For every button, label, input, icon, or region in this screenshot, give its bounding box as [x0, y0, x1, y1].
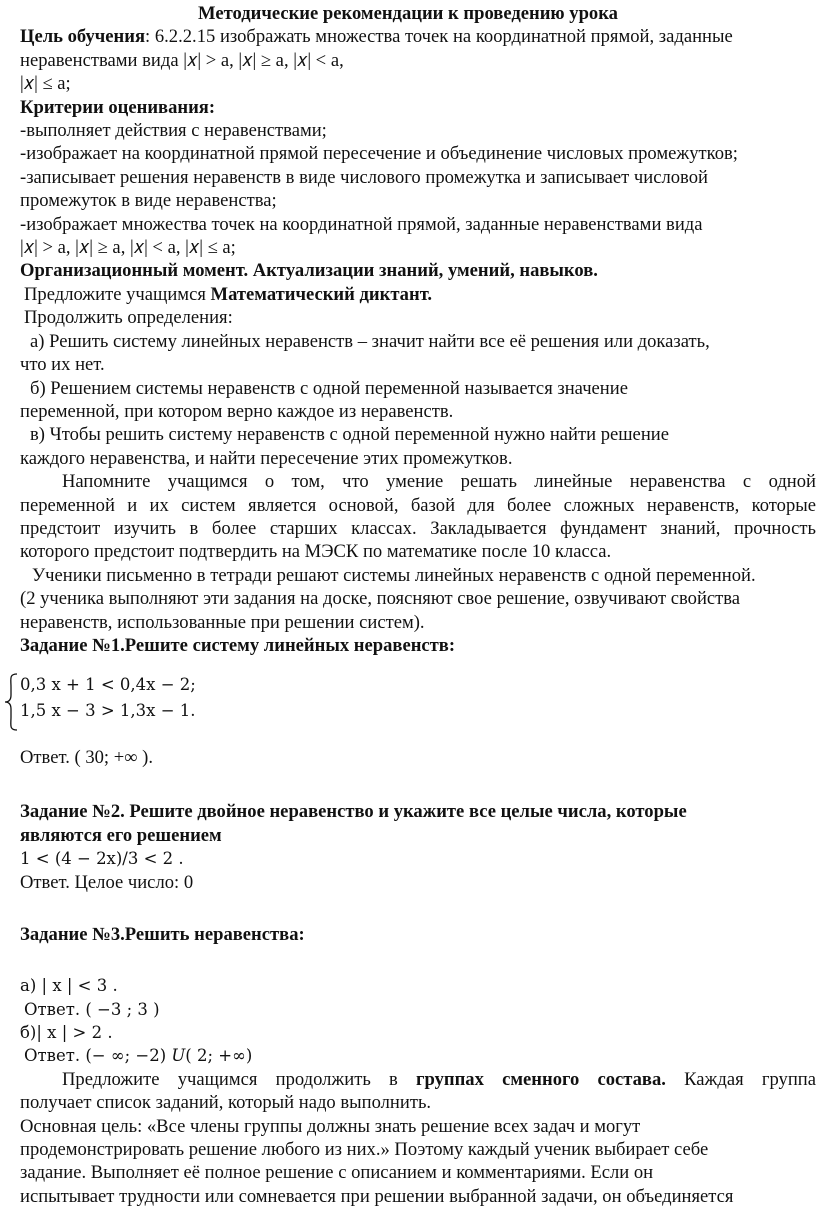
definition-line: в) Чтобы решить систему неравенств с одной переменной нужно найти решение [30, 424, 669, 446]
main-goal-line: испытывает трудности или сомневается при решении выбранной задачи, он объединяется [20, 1185, 734, 1207]
students-line: неравенств, использованные при решении систем). [20, 611, 425, 633]
system-inequality-2: 1,5 x − 3 > 1,3x − 1. [20, 700, 196, 720]
goal-text: : 6.2.2.15 изображать множества точек на координатной прямой, заданные [145, 26, 733, 48]
criteria-heading: Критерии оценивания: [20, 96, 216, 118]
main-goal-line: задание. Выполняет её полное решение с описанием и комментариями. Если он [20, 1162, 654, 1184]
remind-line: которого предстоит подтвердить на МЭСК по математике после 10 класса. [20, 541, 612, 563]
dictation-prefix: Предложите учащимся [24, 283, 211, 305]
criteria-item: |𝑥| > a, |𝑥| ≥ a, |𝑥| < a, |𝑥| ≤ a; [20, 237, 236, 259]
goal-line-2: неравенствами вида |𝑥| > a, |𝑥| ≥ a, |𝑥| < a, [20, 49, 344, 71]
task1-heading: Задание №1.Решите систему линейных неравенств: [20, 634, 456, 656]
brace-icon [4, 673, 18, 731]
groups-bold: группах сменного состава. [416, 1068, 666, 1090]
remind-line: переменной и их систем является основой, базой для более сложных неравенств, которые [20, 494, 816, 516]
criteria-item: промежуток в виде неравенства; [20, 190, 277, 212]
criteria-item: -изображает на координатной прямой пересечение и объединение числовых промежутков; [20, 143, 738, 165]
goal-line [20, 25, 816, 48]
inequality-system [20, 673, 816, 722]
task3-b: б)| x | > 2 . [20, 1023, 113, 1042]
goal-line-3: |𝑥| ≤ a; [20, 73, 71, 95]
task2-heading: Задание №2. Решите двойное неравенство и укажите все целые числа, которые [20, 801, 687, 823]
definition-line: а) Решить систему линейных неравенств – значит найти все её решения или доказать, [30, 330, 710, 352]
task3-a-answer: Ответ. ( −3 ; 3 ) [24, 999, 160, 1019]
task3-heading: Задание №3.Решить неравенства: [20, 924, 305, 946]
main-goal-line: продемонстрировать решение любого из них.» Поэтому каждый ученик выбирает себе [20, 1139, 709, 1161]
task1-answer: Ответ. ( 30; +∞ ). [20, 746, 153, 768]
dictation-line [20, 283, 816, 306]
dictation-bold: Математический диктант. [210, 283, 433, 305]
definition-line: б) Решением системы неравенств с одной переменной называется значение [30, 377, 628, 399]
groups-prefix: Предложите учащимся продолжить в [62, 1068, 417, 1090]
system-inequality-1: 0,3 x + 1 < 0,4x − 2; [20, 675, 196, 695]
goal-label: Цель обучения [20, 26, 146, 48]
task2-inequality: 1 < (4 − 2x)/3 < 2 . [20, 849, 184, 869]
criteria-item: -записывает решения неравенств в виде числового промежутка и записывает числовой [20, 166, 708, 188]
page-title: Методические рекомендации к проведению урока [198, 3, 618, 24]
task3-b-answer: Ответ. (− ∞; −2) 𝑈( 2; +∞) [24, 1046, 253, 1066]
task3-a: а) | x | < 3 . [20, 976, 118, 996]
main-goal-line: Основная цель: «Все члены группы должны знать решение всех задач и могут [20, 1115, 641, 1137]
students-line: Ученики письменно в тетради решают системы линейных неравенств с одной переменной. [32, 564, 756, 586]
task2-answer: Ответ. Целое число: 0 [20, 871, 194, 893]
task2-heading-2: являются его решением [20, 824, 222, 846]
groups-line [20, 1068, 816, 1091]
definition-line: каждого неравенства, и найти пересечение этих промежутков. [20, 447, 513, 469]
students-line: (2 ученика выполняют эти задания на доске, поясняют свое решение, озвучивают свойства [20, 588, 741, 610]
criteria-item: -выполняет действия с неравенствами; [20, 120, 327, 142]
remind-line: предстоит изучить в более старших классах. Закладывается фундамент знаний, прочность [20, 517, 816, 539]
org-heading: Организационный момент. Актуализации знаний, умений, навыков. [20, 260, 598, 282]
groups-suffix: Каждая группа [665, 1068, 816, 1090]
definition-line: что их нет. [20, 354, 105, 376]
definition-line: переменной, при котором верно каждое из неравенств. [20, 400, 454, 422]
groups-line-2: получает список заданий, который надо выполнить. [20, 1092, 432, 1114]
continue-defs: Продолжить определения: [24, 307, 233, 329]
criteria-item: -изображает множества точек на координатной прямой, заданные неравенствами вида [20, 213, 703, 235]
remind-line: Напомните учащимся о том, что умение решать линейные неравенства с одной [62, 471, 816, 493]
